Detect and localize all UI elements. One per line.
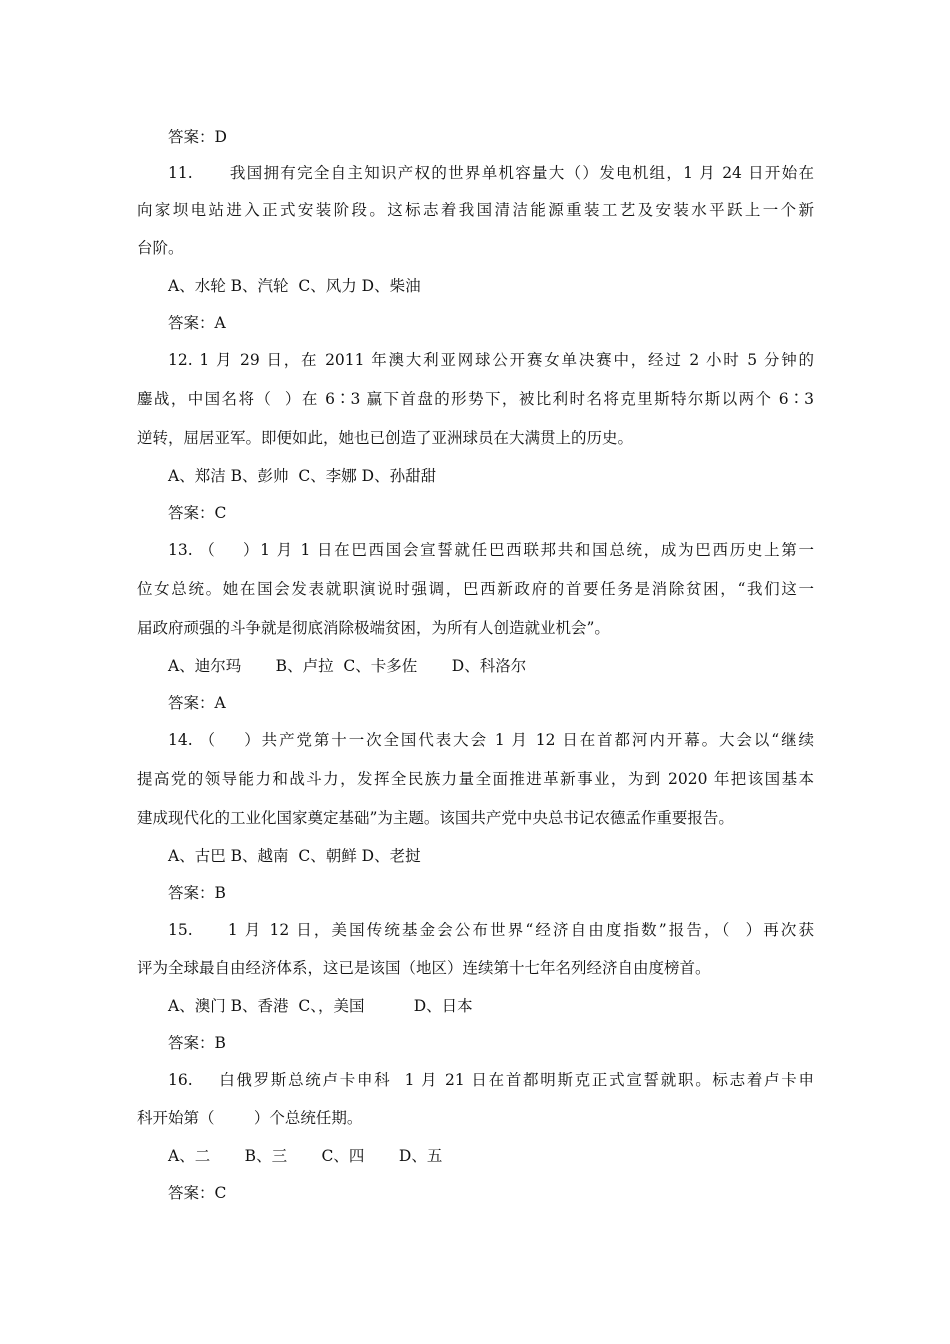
question-12-line-1: 12. 1 月 29 日，在 2011 年澳大利亚网球公开赛女单决赛中，经过 2 小时 5 分钟的 (168, 351, 814, 369)
answer-line: 答案：D (168, 128, 227, 146)
question-14-line-3: 建成现代化的工业化国家奠定基础”为主题。该国共产党中央总书记农德孟作重要报告。 (137, 809, 734, 827)
question-16-options: A、二 B、三 C、四 D、五 (168, 1147, 443, 1165)
question-11-line-1: 11. 我国拥有完全自主知识产权的世界单机容量大（）发电机组，1 月 24 日开始在 (168, 164, 814, 182)
question-14-answer: 答案：B (168, 884, 226, 902)
question-16-line-1: 16. 白俄罗斯总统卢卡申科 1 月 21 日在首都明斯克正式宣誓就职。标志着卢卡申 (168, 1071, 814, 1089)
question-11-line-2: 向家坝电站进入正式安装阶段。这标志着我国清洁能源重装工艺及安装水平跃上一个新 (137, 201, 814, 219)
question-15-options: A、澳门 B、香港 C、，美国 D、日本 (168, 997, 473, 1015)
question-11-answer: 答案：A (168, 314, 226, 332)
question-11-options: A、水轮 B、汽轮 C、风力 D、柴油 (168, 277, 421, 295)
question-12-answer: 答案：C (168, 504, 227, 522)
question-16-answer: 答案：C (168, 1184, 227, 1202)
question-12-line-2: 鏖战，中国名将（ ）在 6∶3 赢下首盘的形势下，被比利时名将克里斯特尔斯以两个 6∶3 (137, 390, 814, 408)
question-12-options: A、郑洁 B、彭帅 C、李娜 D、孙甜甜 (168, 467, 437, 485)
question-12-line-3: 逆转，屈居亚军。即便如此，她也已创造了亚洲球员在大满贯上的历史。 (137, 429, 634, 447)
question-15-answer: 答案：B (168, 1034, 226, 1052)
question-13-line-2: 位女总统。她在国会发表就职演说时强调，巴西新政府的首要任务是消除贫困，“我们这一 (137, 580, 814, 598)
question-15-line-2: 评为全球最自由经济体系，这已是该国（地区）连续第十七年名列经济自由度榜首。 (137, 959, 711, 977)
question-13-line-1: 13. （ ）1 月 1 日在巴西国会宣誓就任巴西联邦共和国总统，成为巴西历史上第一 (168, 541, 814, 559)
question-15-line-1: 15. 1 月 12 日，美国传统基金会公布世界“经济自由度指数”报告，（ ）再次获 (168, 921, 814, 939)
question-11-line-3: 台阶。 (137, 239, 184, 257)
question-14-line-1: 14. （ ）共产党第十一次全国代表大会 1 月 12 日在首都河内开幕。大会以“继续 (168, 731, 814, 749)
question-13-answer: 答案：A (168, 694, 226, 712)
question-14-options: A、古巴 B、越南 C、朝鲜 D、老挝 (168, 847, 421, 865)
question-13-line-3: 届政府顽强的斗争就是彻底消除极端贫困，为所有人创造就业机会”。 (137, 619, 610, 637)
question-16-line-2: 科开始第（ ）个总统任期。 (137, 1109, 363, 1127)
question-13-options: A、迪尔玛 B、卢拉 C、卡多佐 D、科洛尔 (168, 657, 527, 675)
question-14-line-2: 提高党的领导能力和战斗力，发挥全民族力量全面推进革新事业，为到 2020 年把该国基本 (137, 770, 814, 788)
